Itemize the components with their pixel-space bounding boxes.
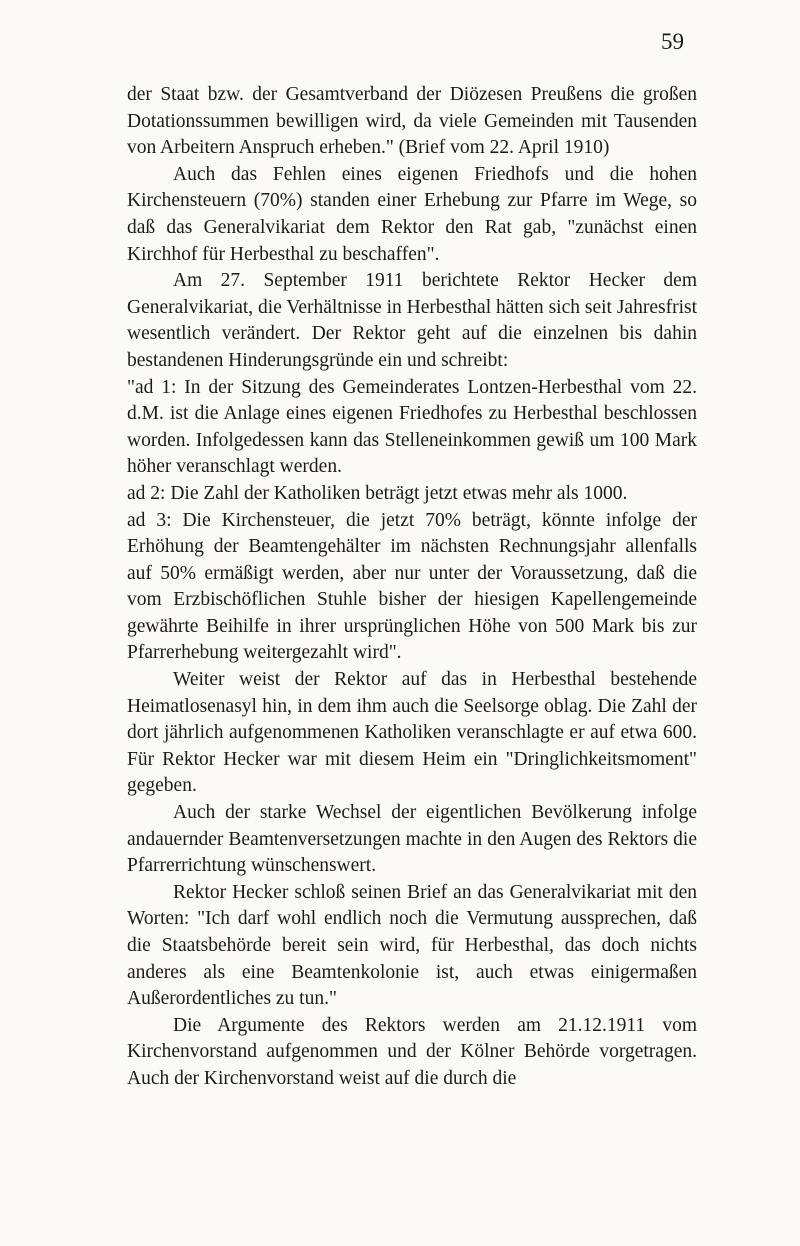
paragraph: der Staat bzw. der Gesamtverband der Diözesen Preußens die großen Dotationssummen bewilligen wird, da viele Gemeinden mit Tausenden von Arbeitern Anspruch erheben." (Brief vom 22. April 1910): [127, 84, 697, 159]
paragraph: Rektor Hecker schloß seinen Brief an das Generalvikariat mit den Worten: "Ich darf wohl endlich noch die Vermutung aussprechen, daß die Staatsbehörde bereit sein wird, für Herbesthal, das doch nichts anderes als eine Beamtenkolonie ist, auch etwas einigermaßen Außerordentliches zu tun.": [127, 881, 697, 1010]
paragraph: Am 27. September 1911 berichtete Rektor Hecker dem Generalvikariat, die Verhältnisse in Herbesthal hätten sich seit Jahresfrist wesentlich verändert. Der Rektor geht auf die einzelnen bis dahin bestandenen Hinderungsgründe ein und schreibt:: [127, 270, 697, 371]
paragraph: Die Argumente des Rektors werden am 21.12.1911 vom Kirchenvorstand aufgenommen und der Kölner Behörde vorgetragen. Auch der Kirchenvorstand weist auf die durch die: [127, 1014, 697, 1089]
page-number: 59: [661, 29, 684, 54]
paragraph: Auch der starke Wechsel der eigentlichen Bevölkerung infolge andauernder Beamtenversetzungen machte in den Augen des Rektors die Pfarrerrichtung wünschenswert.: [127, 802, 697, 877]
paragraph: ad 3: Die Kirchensteuer, die jetzt 70% beträgt, könnte infolge der Erhöhung der Beamtengehälter im nächsten Rechnungsjahr allenfalls auf 50% ermäßigt werden, aber nur unter der Voraussetzung, daß die vom Erzbischöflichen Stuhle bisher der hiesigen Kapellengemeinde gewährte Beihilfe in ihrer ursprünglichen Höhe von 500 Mark bis zur Pfarrerhebung weitergezahlt wird".: [127, 509, 697, 664]
paragraph: "ad 1: In der Sitzung des Gemeinderates Lontzen-Herbesthal vom 22. d.M. ist die Anlage eines eigenen Friedhofes zu Herbesthal beschlossen worden. Infolgedessen kann das Stelleneinkommen gewiß um 100 Mark höher veranschlagt werden.: [127, 376, 697, 478]
paragraph: Auch das Fehlen eines eigenen Friedhofs und die hohen Kirchensteuern (70%) standen einer Erhebung zur Pfarre im Wege, so daß das Generalvikariat dem Rektor den Rat gab, "zunächst einen Kirchhof für Herbesthal zu beschaffen".: [127, 163, 697, 265]
paragraph: ad 2: Die Zahl der Katholiken beträgt jetzt etwas mehr als 1000.: [127, 482, 628, 504]
paragraph: Weiter weist der Rektor auf das in Herbesthal bestehende Heimatlosenasyl hin, in dem ihm auch die Seelsorge oblag. Die Zahl der dort jährlich aufgenommenen Katholiken veranschlagte er auf etwa 600. Für Rektor Hecker war mit diesem Heim ein "Dringlichkeitsmoment" gegeben.: [127, 669, 697, 797]
body-text: [127, 82, 697, 1093]
